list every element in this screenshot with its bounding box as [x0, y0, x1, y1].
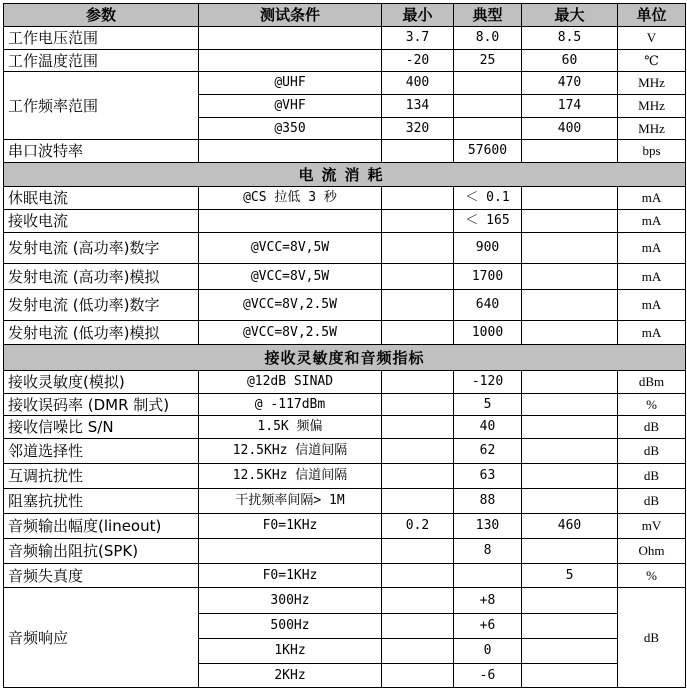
unit-cell: MHz: [618, 118, 686, 140]
condition-cell: [199, 50, 382, 72]
section-title-current: 电流消耗: [4, 163, 686, 187]
condition-cell: [199, 27, 382, 50]
header-condition: 测试条件: [199, 4, 382, 27]
condition-cell: [199, 539, 382, 564]
typ-cell: ＜ 0.1: [454, 187, 522, 210]
min-cell: [382, 140, 454, 163]
condition-cell: 12.5KHz 信道间隔: [199, 464, 382, 489]
section-header-row: [4, 163, 686, 187]
condition-cell: @VCC=8V,5W: [199, 233, 382, 264]
min-cell: 0.2: [382, 514, 454, 539]
condition-cell: 1.5K 频偏: [199, 416, 382, 439]
typ-cell: -120: [454, 371, 522, 394]
unit-cell: mA: [618, 264, 686, 290]
table-row: [4, 27, 686, 50]
typ-cell: [454, 95, 522, 118]
table-row: [4, 264, 686, 290]
unit-cell: mA: [618, 321, 686, 345]
max-cell: [522, 588, 618, 614]
condition-cell: @VCC=8V,2.5W: [199, 290, 382, 321]
param-cell: 音频输出阻抗(SPK): [4, 539, 199, 564]
param-cell: 接收误码率 (DMR 制式): [4, 394, 199, 416]
section-title-rx-audio: 接收灵敏度和音频指标: [4, 345, 686, 371]
typ-cell: 0: [454, 639, 522, 664]
table-row: [4, 140, 686, 163]
max-cell: [522, 371, 618, 394]
condition-cell: 300Hz: [199, 588, 382, 614]
unit-cell: dBm: [618, 371, 686, 394]
condition-cell: @350: [199, 118, 382, 140]
condition-cell: F0=1KHz: [199, 564, 382, 588]
typ-cell: ＜ 165: [454, 210, 522, 233]
param-cell: 接收灵敏度(模拟): [4, 371, 199, 394]
table-row: [4, 489, 686, 514]
table-row: [4, 210, 686, 233]
max-cell: [522, 489, 618, 514]
min-cell: [382, 614, 454, 639]
unit-cell: Ohm: [618, 539, 686, 564]
max-cell: [522, 321, 618, 345]
min-cell: [382, 489, 454, 514]
unit-cell: dB: [618, 416, 686, 439]
max-cell: [522, 187, 618, 210]
condition-cell: @ -117dBm: [199, 394, 382, 416]
condition-cell: 500Hz: [199, 614, 382, 639]
table-row: [4, 514, 686, 539]
unit-cell: bps: [618, 140, 686, 163]
condition-cell: 干扰频率间隔> 1M: [199, 489, 382, 514]
min-cell: [382, 664, 454, 688]
typ-cell: +6: [454, 614, 522, 639]
header-min: 最小: [382, 4, 454, 27]
param-cell: 阻塞抗扰性: [4, 489, 199, 514]
condition-cell: F0=1KHz: [199, 514, 382, 539]
unit-cell: dB: [618, 439, 686, 464]
unit-cell: %: [618, 394, 686, 416]
header-param: 参数: [4, 4, 199, 27]
typ-cell: 8: [454, 539, 522, 564]
typ-cell: 130: [454, 514, 522, 539]
min-cell: [382, 233, 454, 264]
param-cell: 邻道选择性: [4, 439, 199, 464]
header-unit: 单位: [618, 4, 686, 27]
typ-cell: 8.0: [454, 27, 522, 50]
condition-cell: @12dB SINAD: [199, 371, 382, 394]
min-cell: [382, 464, 454, 489]
max-cell: [522, 539, 618, 564]
typ-cell: [454, 118, 522, 140]
typ-cell: 900: [454, 233, 522, 264]
min-cell: [382, 371, 454, 394]
max-cell: [522, 210, 618, 233]
typ-cell: 62: [454, 439, 522, 464]
max-cell: 60: [522, 50, 618, 72]
param-cell: 音频响应: [4, 588, 199, 688]
header-max: 最大: [522, 4, 618, 27]
typ-cell: 88: [454, 489, 522, 514]
table-row: [4, 439, 686, 464]
param-cell: 音频失真度: [4, 564, 199, 588]
header-typ: 典型: [454, 4, 522, 27]
condition-cell: @CS 拉低 3 秒: [199, 187, 382, 210]
max-cell: [522, 394, 618, 416]
table-row: [4, 464, 686, 489]
max-cell: [522, 639, 618, 664]
unit-cell: mA: [618, 210, 686, 233]
min-cell: [382, 588, 454, 614]
param-cell: 互调抗扰性: [4, 464, 199, 489]
typ-cell: +8: [454, 588, 522, 614]
condition-cell: 2KHz: [199, 664, 382, 688]
param-cell: 发射电流 (低功率)模拟: [4, 321, 199, 345]
max-cell: 5: [522, 564, 618, 588]
unit-cell: mA: [618, 233, 686, 264]
min-cell: [382, 539, 454, 564]
min-cell: 3.7: [382, 27, 454, 50]
max-cell: 460: [522, 514, 618, 539]
table-row: [4, 539, 686, 564]
unit-cell: mA: [618, 290, 686, 321]
condition-cell: [199, 210, 382, 233]
max-cell: [522, 416, 618, 439]
max-cell: [522, 290, 618, 321]
condition-cell: 12.5KHz 信道间隔: [199, 439, 382, 464]
table-row: [4, 371, 686, 394]
table-row: [4, 187, 686, 210]
param-cell: 工作电压范围: [4, 27, 199, 50]
max-cell: [522, 614, 618, 639]
max-cell: [522, 233, 618, 264]
min-cell: 134: [382, 95, 454, 118]
param-cell: 音频输出幅度(lineout): [4, 514, 199, 539]
unit-cell: dB: [618, 464, 686, 489]
typ-cell: 1700: [454, 264, 522, 290]
min-cell: [382, 394, 454, 416]
max-cell: [522, 264, 618, 290]
table-row: [4, 233, 686, 264]
unit-cell: V: [618, 27, 686, 50]
min-cell: -20: [382, 50, 454, 72]
unit-cell: mA: [618, 187, 686, 210]
condition-cell: @VCC=8V,5W: [199, 264, 382, 290]
param-cell: 发射电流 (低功率)数字: [4, 290, 199, 321]
param-cell: 工作温度范围: [4, 50, 199, 72]
typ-cell: [454, 564, 522, 588]
max-cell: [522, 439, 618, 464]
min-cell: 320: [382, 118, 454, 140]
min-cell: [382, 564, 454, 588]
condition-cell: @VCC=8V,2.5W: [199, 321, 382, 345]
unit-cell: dB: [618, 588, 686, 688]
min-cell: [382, 639, 454, 664]
min-cell: [382, 290, 454, 321]
typ-cell: -6: [454, 664, 522, 688]
table-row: [4, 50, 686, 72]
min-cell: [382, 321, 454, 345]
max-cell: [522, 464, 618, 489]
condition-cell: @UHF: [199, 72, 382, 95]
typ-cell: [454, 72, 522, 95]
min-cell: [382, 416, 454, 439]
typ-cell: 1000: [454, 321, 522, 345]
unit-cell: mV: [618, 514, 686, 539]
typ-cell: 40: [454, 416, 522, 439]
min-cell: [382, 187, 454, 210]
typ-cell: 57600: [454, 140, 522, 163]
table-row: [4, 321, 686, 345]
param-cell: 休眠电流: [4, 187, 199, 210]
min-cell: [382, 264, 454, 290]
table-row: [4, 588, 686, 614]
unit-cell: MHz: [618, 95, 686, 118]
unit-cell: dB: [618, 489, 686, 514]
param-cell: 发射电流 (高功率)数字: [4, 233, 199, 264]
condition-cell: @VHF: [199, 95, 382, 118]
spec-table: [3, 3, 686, 688]
param-cell: 发射电流 (高功率)模拟: [4, 264, 199, 290]
max-cell: 174: [522, 95, 618, 118]
max-cell: 8.5: [522, 27, 618, 50]
param-cell: 接收信噪比 S/N: [4, 416, 199, 439]
min-cell: 400: [382, 72, 454, 95]
unit-cell: MHz: [618, 72, 686, 95]
unit-cell: ℃: [618, 50, 686, 72]
header-row: [4, 4, 686, 27]
table-row: [4, 290, 686, 321]
max-cell: [522, 664, 618, 688]
table-row: [4, 72, 686, 95]
unit-cell: %: [618, 564, 686, 588]
condition-cell: 1KHz: [199, 639, 382, 664]
table-row: [4, 416, 686, 439]
max-cell: [522, 140, 618, 163]
param-cell: 串口波特率: [4, 140, 199, 163]
table-row: [4, 564, 686, 588]
max-cell: 470: [522, 72, 618, 95]
typ-cell: 25: [454, 50, 522, 72]
param-cell: 工作频率范围: [4, 72, 199, 140]
max-cell: 400: [522, 118, 618, 140]
min-cell: [382, 210, 454, 233]
section-header-row: [4, 345, 686, 371]
param-cell: 接收电流: [4, 210, 199, 233]
typ-cell: 640: [454, 290, 522, 321]
min-cell: [382, 439, 454, 464]
table-row: [4, 394, 686, 416]
condition-cell: [199, 140, 382, 163]
typ-cell: 5: [454, 394, 522, 416]
typ-cell: 63: [454, 464, 522, 489]
